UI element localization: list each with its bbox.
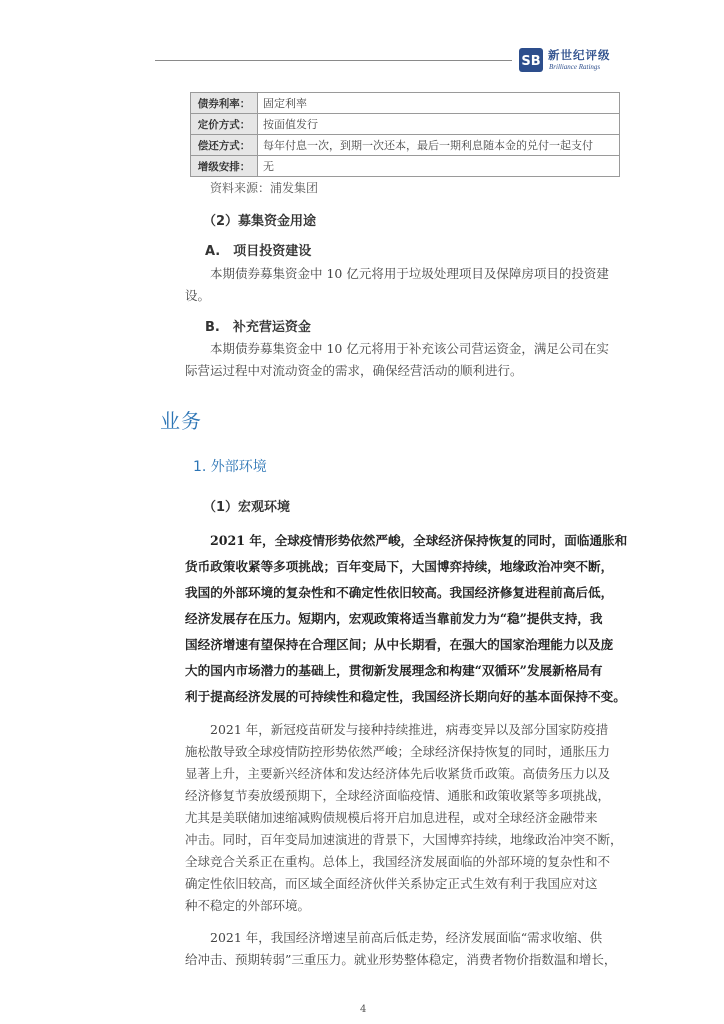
table-value: 按面值发行	[258, 114, 620, 135]
summary-line: 利于提高经济发展的可持续性和稳定性，我国经济长期向好的基本面保持不变。	[185, 689, 626, 704]
body-line: 2021 年，我国经济增速呈前高后低走势，经济发展面临“需求收缩、供	[210, 930, 603, 945]
body-line: 尤其是美联储加速缩减购债规模后将开启加息进程，或对全球经济金融带来	[185, 810, 598, 825]
table-label: 偿还方式：	[191, 135, 258, 156]
logo-text-en: Brilliance Ratings	[549, 63, 601, 71]
summary-line: 大的国内市场潜力的基础上，贯彻新发展理念和构建“双循环”发展新格局有	[185, 663, 603, 678]
paragraph-b-line: 本期债券募集资金中 10 亿元将用于补充该公司营运资金，满足公司在实	[210, 341, 609, 356]
paragraph-a-line: 本期债券募集资金中 10 亿元将用于垃圾处理项目及保障房项目的投资建	[210, 266, 609, 281]
table-value: 固定利率	[258, 93, 620, 114]
header-rule	[155, 60, 512, 61]
subsection-title-external: 1. 外部环境	[193, 459, 267, 475]
table-row	[191, 114, 620, 135]
summary-line: 经济发展存在压力。短期内，宏观政策将适当靠前发力为“稳”提供支持，我	[185, 611, 603, 626]
table-label: 定价方式：	[191, 114, 258, 135]
table-source-note: 资料来源：浦发集团	[210, 181, 319, 195]
summary-line: 我国的外部环境的复杂性和不确定性依旧较高。我国经济修复进程前高后低，	[185, 585, 614, 600]
brand-logo	[518, 47, 618, 75]
page-number: 4	[360, 1004, 367, 1015]
table-value: 每年付息一次，到期一次还本，最后一期利息随本金的兑付一起支付	[258, 135, 620, 156]
svg-text:SB: SB	[521, 54, 541, 69]
body-line: 确定性依旧较高，而区域全面经济伙伴关系协定正式生效有利于我国应对这	[185, 876, 598, 891]
body-line: 种不稳定的外部环境。	[185, 898, 311, 913]
table-label: 债券利率：	[191, 93, 258, 114]
heading-a: A. 项目投资建设	[205, 244, 312, 259]
table-row	[191, 135, 620, 156]
paragraph-b-line: 际营运过程中对流动资金的需求，确保经营活动的顺利进行。	[185, 363, 523, 378]
body-line: 施松散导致全球疫情防控形势依然严峻；全球经济保持恢复的同时，通胀压力	[185, 744, 611, 759]
summary-line: 国经济增速有望保持在合理区间；从中长期看，在强大的国家治理能力以及庞	[185, 637, 614, 652]
table-row	[191, 156, 620, 177]
macro-heading: （1）宏观环境	[203, 500, 291, 515]
logo-mark-icon	[518, 47, 544, 73]
body-line: 给冲击、预期转弱”三重压力。就业形势整体稳定，消费者物价指数温和增长，	[185, 952, 617, 967]
body-line: 显著上升，主要新兴经济体和发达经济体先后收紧货币政策。高债务压力以及	[185, 766, 611, 781]
paragraph-a-line: 设。	[185, 288, 211, 303]
table-label: 增级安排：	[191, 156, 258, 177]
body-line: 经济修复节奏放缓预期下，全球经济面临疫情、通胀和政策收紧等多项挑战，	[185, 788, 611, 803]
section-title-business: 业务	[160, 409, 202, 433]
fund-usage-heading: （2）募集资金用途	[203, 214, 317, 229]
body-line: 全球竞合关系正在重构。总体上，我国经济发展面临的外部环境的复杂性和不	[185, 854, 611, 869]
logo-text-cn: 新世纪评级	[548, 48, 611, 62]
bond-terms-table	[190, 92, 620, 177]
table-value: 无	[258, 156, 620, 177]
summary-line: 2021 年，全球疫情形势依然严峻，全球经济保持恢复的同时，面临通胀和	[210, 533, 628, 548]
summary-line: 货币政策收紧等多项挑战；百年变局下，大国博弈持续，地缘政治冲突不断，	[185, 559, 614, 574]
table-row	[191, 93, 620, 114]
body-line: 冲击。同时，百年变局加速演进的背景下，大国博弈持续，地缘政治冲突不断，	[185, 832, 623, 847]
body-line: 2021 年，新冠疫苗研发与接种持续推进，病毒变异以及部分国家防疫措	[210, 722, 609, 737]
heading-b: B. 补充营运资金	[205, 320, 311, 335]
